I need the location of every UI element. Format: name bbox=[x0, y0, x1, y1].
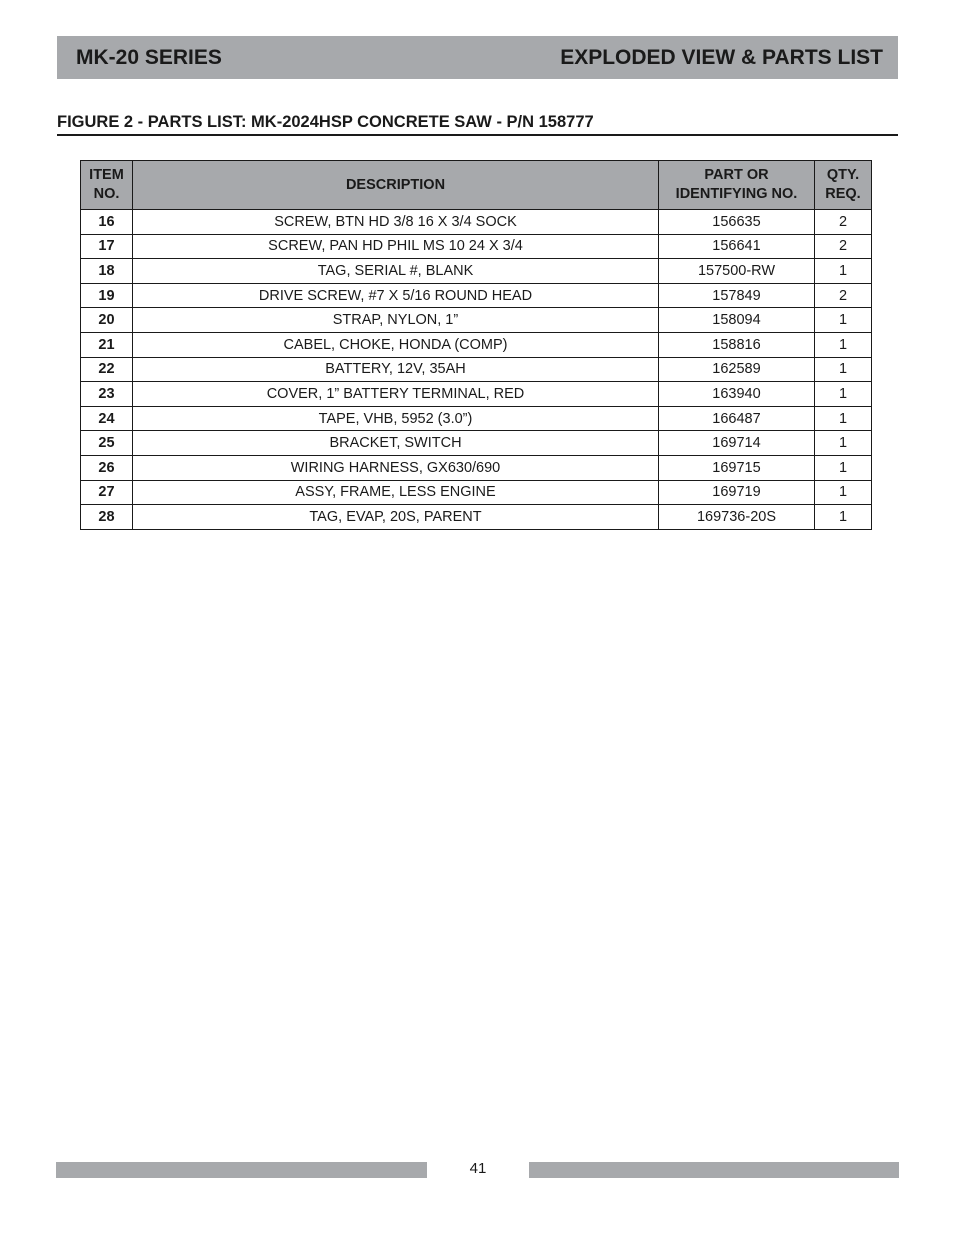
cell-part-no: 157500-RW bbox=[659, 259, 815, 284]
cell-description: COVER, 1” BATTERY TERMINAL, RED bbox=[133, 382, 659, 407]
cell-item-no: 22 bbox=[81, 357, 133, 382]
table-row bbox=[81, 259, 872, 284]
header-item-no: ITEM NO. bbox=[81, 161, 133, 210]
cell-item-no: 18 bbox=[81, 259, 133, 284]
table-row bbox=[81, 357, 872, 382]
parts-table bbox=[80, 160, 872, 530]
table-row bbox=[81, 308, 872, 333]
cell-qty: 1 bbox=[815, 480, 872, 505]
table-row bbox=[81, 480, 872, 505]
cell-item-no: 28 bbox=[81, 505, 133, 530]
cell-qty: 1 bbox=[815, 431, 872, 456]
cell-item-no: 16 bbox=[81, 210, 133, 235]
cell-qty: 2 bbox=[815, 210, 872, 235]
cell-qty: 1 bbox=[815, 382, 872, 407]
cell-item-no: 19 bbox=[81, 283, 133, 308]
cell-description: BATTERY, 12V, 35AH bbox=[133, 357, 659, 382]
cell-item-no: 17 bbox=[81, 234, 133, 259]
cell-part-no: 169719 bbox=[659, 480, 815, 505]
table-row bbox=[81, 382, 872, 407]
cell-qty: 2 bbox=[815, 283, 872, 308]
table-row bbox=[81, 283, 872, 308]
cell-part-no: 157849 bbox=[659, 283, 815, 308]
cell-part-no: 163940 bbox=[659, 382, 815, 407]
table-row bbox=[81, 332, 872, 357]
series-title: MK-20 SERIES bbox=[76, 45, 222, 69]
table-row bbox=[81, 210, 872, 235]
cell-part-no: 158094 bbox=[659, 308, 815, 333]
table-row bbox=[81, 505, 872, 530]
cell-description: TAG, EVAP, 20S, PARENT bbox=[133, 505, 659, 530]
cell-description: STRAP, NYLON, 1” bbox=[133, 308, 659, 333]
figure-title: FIGURE 2 - PARTS LIST: MK-2024HSP CONCRETE SAW - P/N 158777 bbox=[57, 112, 898, 136]
cell-item-no: 24 bbox=[81, 406, 133, 431]
cell-description: DRIVE SCREW, #7 X 5/16 ROUND HEAD bbox=[133, 283, 659, 308]
header-description: DESCRIPTION bbox=[133, 161, 659, 210]
header-bar bbox=[57, 36, 898, 79]
cell-part-no: 169715 bbox=[659, 455, 815, 480]
cell-part-no: 169714 bbox=[659, 431, 815, 456]
cell-qty: 1 bbox=[815, 332, 872, 357]
cell-item-no: 25 bbox=[81, 431, 133, 456]
footer-bar-right bbox=[529, 1162, 899, 1178]
cell-part-no: 162589 bbox=[659, 357, 815, 382]
cell-part-no: 156641 bbox=[659, 234, 815, 259]
cell-description: CABEL, CHOKE, HONDA (COMP) bbox=[133, 332, 659, 357]
section-title: EXPLODED VIEW & PARTS LIST bbox=[560, 45, 883, 69]
cell-qty: 1 bbox=[815, 505, 872, 530]
parts-table-body bbox=[81, 210, 872, 530]
cell-description: TAG, SERIAL #, BLANK bbox=[133, 259, 659, 284]
header-part-no: PART OR IDENTIFYING NO. bbox=[659, 161, 815, 210]
header-qty: QTY. REQ. bbox=[815, 161, 872, 210]
cell-qty: 1 bbox=[815, 455, 872, 480]
table-row bbox=[81, 455, 872, 480]
cell-description: SCREW, BTN HD 3/8 16 X 3/4 SOCK bbox=[133, 210, 659, 235]
cell-item-no: 20 bbox=[81, 308, 133, 333]
cell-description: SCREW, PAN HD PHIL MS 10 24 X 3/4 bbox=[133, 234, 659, 259]
cell-part-no: 166487 bbox=[659, 406, 815, 431]
cell-part-no: 158816 bbox=[659, 332, 815, 357]
table-row bbox=[81, 431, 872, 456]
cell-item-no: 26 bbox=[81, 455, 133, 480]
footer-bar-left bbox=[56, 1162, 427, 1178]
cell-qty: 1 bbox=[815, 308, 872, 333]
cell-item-no: 27 bbox=[81, 480, 133, 505]
cell-description: WIRING HARNESS, GX630/690 bbox=[133, 455, 659, 480]
table-header-row bbox=[81, 161, 872, 210]
cell-description: ASSY, FRAME, LESS ENGINE bbox=[133, 480, 659, 505]
cell-qty: 1 bbox=[815, 259, 872, 284]
cell-description: TAPE, VHB, 5952 (3.0”) bbox=[133, 406, 659, 431]
table-row bbox=[81, 406, 872, 431]
cell-part-no: 169736-20S bbox=[659, 505, 815, 530]
cell-qty: 1 bbox=[815, 406, 872, 431]
cell-part-no: 156635 bbox=[659, 210, 815, 235]
cell-qty: 2 bbox=[815, 234, 872, 259]
cell-item-no: 23 bbox=[81, 382, 133, 407]
cell-qty: 1 bbox=[815, 357, 872, 382]
table-row bbox=[81, 234, 872, 259]
page-number: 41 bbox=[469, 1160, 487, 1177]
cell-description: BRACKET, SWITCH bbox=[133, 431, 659, 456]
cell-item-no: 21 bbox=[81, 332, 133, 357]
